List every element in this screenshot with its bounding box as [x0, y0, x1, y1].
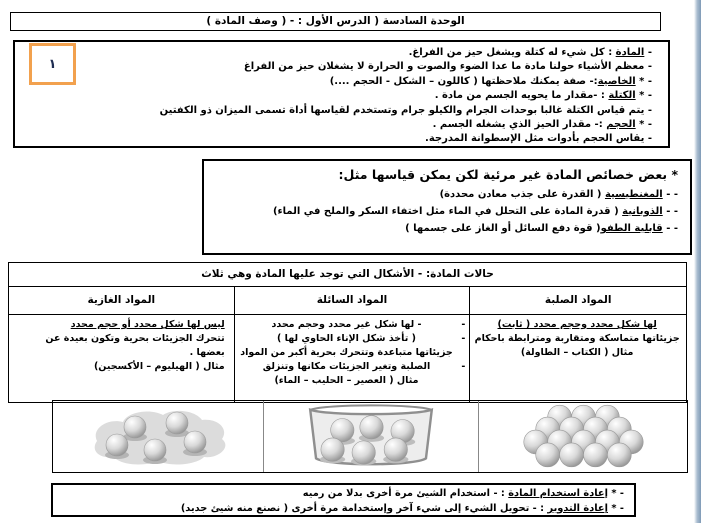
page-number-badge: [29, 43, 76, 85]
page-edge-shadow: [694, 0, 701, 523]
liquid-description-cell: - - لها شكل غير محدد وحجم محدد - ( تأخذ شكل الإناء الحاوي لها ) جزيئاتها متباعدة وتتحرك بحرية أكبر من المواد - الصلبة وتغير الجزيئات مكانها وتنزلق مثال ( العصير – الحليب – الماء): [234, 315, 470, 402]
solid-description-cell: لها شكل محدد وحجم محدد ( ثابت) جزيئاتها متماسكة ومتقاربة ومترابطة باحكام مثال ( الكتاب – الطاولة): [469, 315, 686, 402]
gas-particles-image: [55, 401, 263, 472]
gas-description-cell: ليس لها شكل محدد أو حجم محدد تتحرك الجزيئات بحرية وتكون بعيدة عن بعضها . مثال ( الهيليوم – الأكسجين): [45, 319, 225, 372]
lesson-title-bar: [10, 12, 661, 31]
invisible-properties-box: [202, 159, 692, 255]
properties-title: * بعض خصائص المادة غير مرئية لكن يمكن قياسها مثل:: [338, 167, 678, 182]
property-item: - - الذوبانية ( قدرة المادة على التحلل في الماء مثل اختفاء السكر والملح في الماء): [272, 206, 678, 217]
liquid-container-icon: [264, 401, 478, 472]
definition-line: - المادة : كل شيء له كتلة ويشغل حيز من الفراغ.: [408, 47, 652, 58]
lesson-title: الوحدة السادسة ( الدرس الأول : - ( وصف المادة ): [206, 15, 465, 27]
particle-diagrams-row: [52, 400, 688, 473]
table-content-row: [9, 314, 686, 402]
property-item: - - قابلية الطفو( قوة دفع السائل أو الغاز على جسمها ): [405, 223, 678, 234]
liquid-particles-image: [263, 401, 478, 472]
definition-line: - معظم الأشياء حولنا مادة ما عدا الضوء والصوت و الحرارة لا يشغلان حيز من الفراغ: [243, 61, 652, 73]
table-header-row: [9, 286, 686, 314]
reuse-recycle-box: [51, 483, 636, 517]
table-title-row: [9, 263, 686, 286]
column-header-solid: المواد الصلبة: [469, 287, 686, 314]
recycle-line: - * إعادة التدوير : - تحويل الشيء إلى شيء آخر وإستخدامة مرة أخرى ( نصنع منه شيئ جديد): [180, 502, 624, 514]
solid-particles-icon: [479, 401, 687, 472]
column-header-liquid: المواد السائلة: [234, 287, 470, 314]
definitions-box: [13, 40, 670, 148]
definition-line: - * الحجم :- مقدار الحيز الذي يشغله الجسم .: [432, 119, 652, 131]
solid-particles-image: [478, 401, 687, 472]
definition-line: - يقاس الحجم بأدوات مثل الإسطوانة المدرجة.: [425, 133, 652, 145]
gas-cloud-icon: [55, 401, 263, 472]
definition-line: - * الخاصية:- صفة يمكنك ملاحظتها ( كاللون – الشكل - الحجم ....): [329, 75, 652, 87]
table-title: حالات المادة: - الأشكال التي توجد عليها المادة وهي ثلاث: [201, 268, 494, 280]
reuse-line: - * إعادة استخدام المادة : - استخدام الشيئ مرة أخرى بدلا من رميه: [302, 488, 624, 499]
property-item: - - المغنطيسية ( القدرة على جذب معادن محددة): [439, 189, 678, 200]
definition-line: - * الكتلة : -مقدار ما يحويه الجسم من مادة .: [434, 90, 652, 102]
column-header-gas: المواد الغازية: [87, 294, 156, 306]
definition-line: - يتم قياس الكتلة غالبا بوحدات الجرام والكيلو جرام وتستخدم لقياسها أداة تسمى الميزان ذو الكفتين: [159, 104, 652, 116]
page-number: ١: [48, 56, 57, 72]
states-of-matter-table: [8, 262, 687, 403]
